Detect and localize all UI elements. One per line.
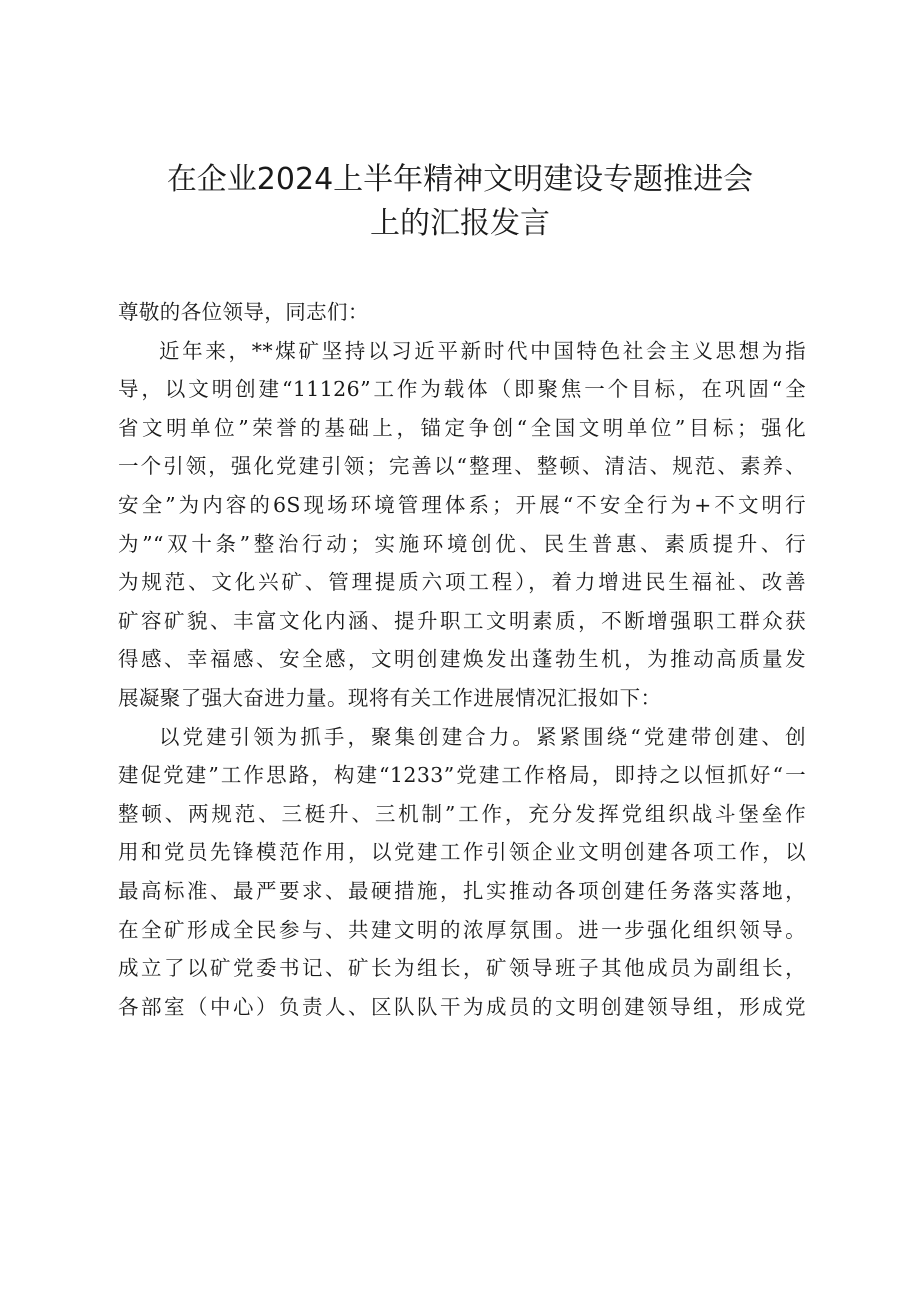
document-title [110,158,810,246]
text-line: 以党建引领为抓手，聚集创建合力。紧紧围绕“党建带创建、创 [159,724,806,749]
text-line: 展凝聚了强大奋进力量。现将有关工作进展情况汇报如下： [118,685,662,710]
salutation: 尊敬的各位领导，同志们： [118,300,369,324]
text-line: 省文明单位”荣誉的基础上，锚定争创“全国文明单位”目标；强化 [118,415,806,440]
title-line: 在企业2024上半年精神文明建设专题推进会 [166,162,754,197]
text-line: 一个引领，强化党建引领；完善以“整理、整顿、清洁、规范、素养、 [118,454,806,479]
text-line: 安全”为内容的6S现场环境管理体系；开展“不安全行为+不文明行 [118,492,806,517]
paragraph-1 [118,332,806,718]
text-line: 得感、幸福感、安全感，文明创建焕发出蓬勃生机，为推动高质量发 [118,647,806,672]
text-line: 导，以文明创建“11126”工作为载体（即聚焦一个目标，在巩固“全 [118,377,806,402]
text-line: 最高标准、最严要求、最硬措施，扎实推动各项创建任务落实落地， [118,878,806,903]
text-line: 各部室（中心）负责人、区队队干为成员的文明创建领导组，形成党 [118,994,806,1019]
text-line: 矿容矿貌、丰富文化内涵、提升职工文明素质，不断增强职工群众获 [118,608,806,633]
text-line: 整顿、两规范、三梃升、三机制”工作，充分发挥党组织战斗堡垒作 [118,801,806,826]
title-line: 上的汇报发言 [370,206,550,241]
text-line: 成立了以矿党委书记、矿长为组长，矿领导班子其他成员为副组长， [118,956,806,981]
text-line: 建促党建”工作思路，构建“1233”党建工作格局，即持之以恒抓好“一 [118,763,806,788]
text-line: 用和党员先锋模范作用，以党建工作引领企业文明创建各项工作，以 [118,840,806,865]
text-line: 为”“双十条”整治行动；实施环境创优、民生普惠、素质提升、行 [118,531,806,556]
text-line: 近年来，**煤矿坚持以习近平新时代中国特色社会主义思想为指 [159,338,806,363]
text-line: 为规范、文化兴矿、管理提质六项工程），着力增进民生福祉、改善 [118,570,806,595]
document-body [118,293,806,1026]
paragraph-2 [118,718,806,1027]
text-line: 在全矿形成全民参与、共建文明的浓厚氛围。进一步强化组织领导。 [118,917,806,942]
